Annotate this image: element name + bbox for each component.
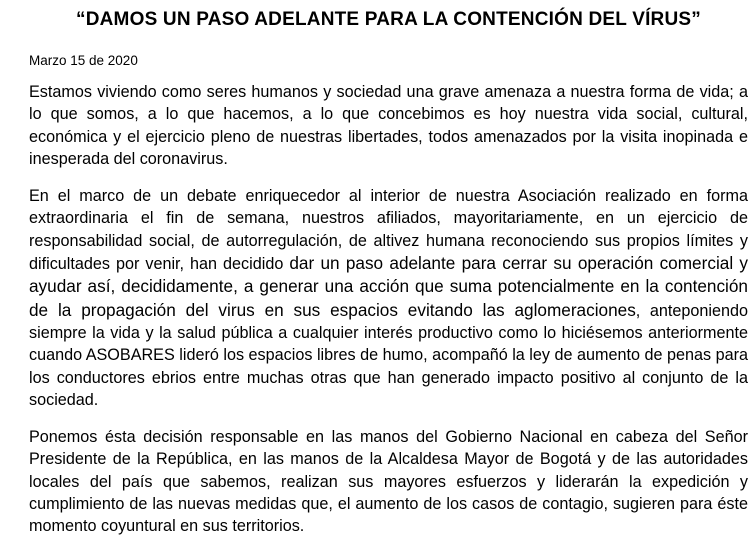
paragraph-2-text-end: , anteponiendo siempre la vida y la salud pública a cualquier interés productivo como lo hiciésemos anteriormente cuando ASOBARES lideró los espacios libres de humo, acompañó la ley de aumento de penas para los conductores ebrios entre muchas otras que han generado impacto positivo al conjunto de la sociedad. — [29, 301, 748, 409]
paragraph-2 — [29, 185, 748, 411]
paragraph-2-emphasis: dar un paso adelante para cerrar su operación comercial y ayudar así, decididamente, a generar una acción que suma potencialmente en la contención de la propagación del virus en sus espacios evitando las aglomeraciones — [29, 253, 748, 320]
paragraph-2-text-start: En el marco de un debate enriquecedor al interior de nuestra Asociación realizado en forma extraordinaria el fin de semana, nuestros afiliados, mayoritariamente, en un ejercicio de responsabilidad social, de autorregulación, de altivez humana reconociendo sus propios límites y dificultades por venir, han decidido — [29, 187, 748, 274]
paragraph-1: Estamos viviendo como seres humanos y sociedad una grave amenaza a nuestra forma de vida; a lo que somos, a lo que hacemos, a lo que concebimos es hoy nuestra vida social, cultural, económica y el ejercicio pleno de nuestras libertades, todos amenazados por la visita inopinada e inesperada del coronavirus. — [29, 83, 748, 168]
paragraph-3: Ponemos ésta decisión responsable en las manos del Gobierno Nacional en cabeza del Señor Presidente de la República, en las manos de la Alcaldesa Mayor de Bogotá y de las autoridades locales del país que sabemos, realizan sus mayores esfuerzos y liderarán la expedición y cumplimiento de las nuevas medidas que, el aumento de los casos de contagio, sugieren para éste momento coyuntural en sus territorios. — [29, 428, 748, 536]
document-date: Marzo 15 de 2020 — [29, 53, 138, 68]
document-title: “DAMOS UN PASO ADELANTE PARA LA CONTENCIÓN DEL VÍRUS” — [76, 9, 701, 30]
